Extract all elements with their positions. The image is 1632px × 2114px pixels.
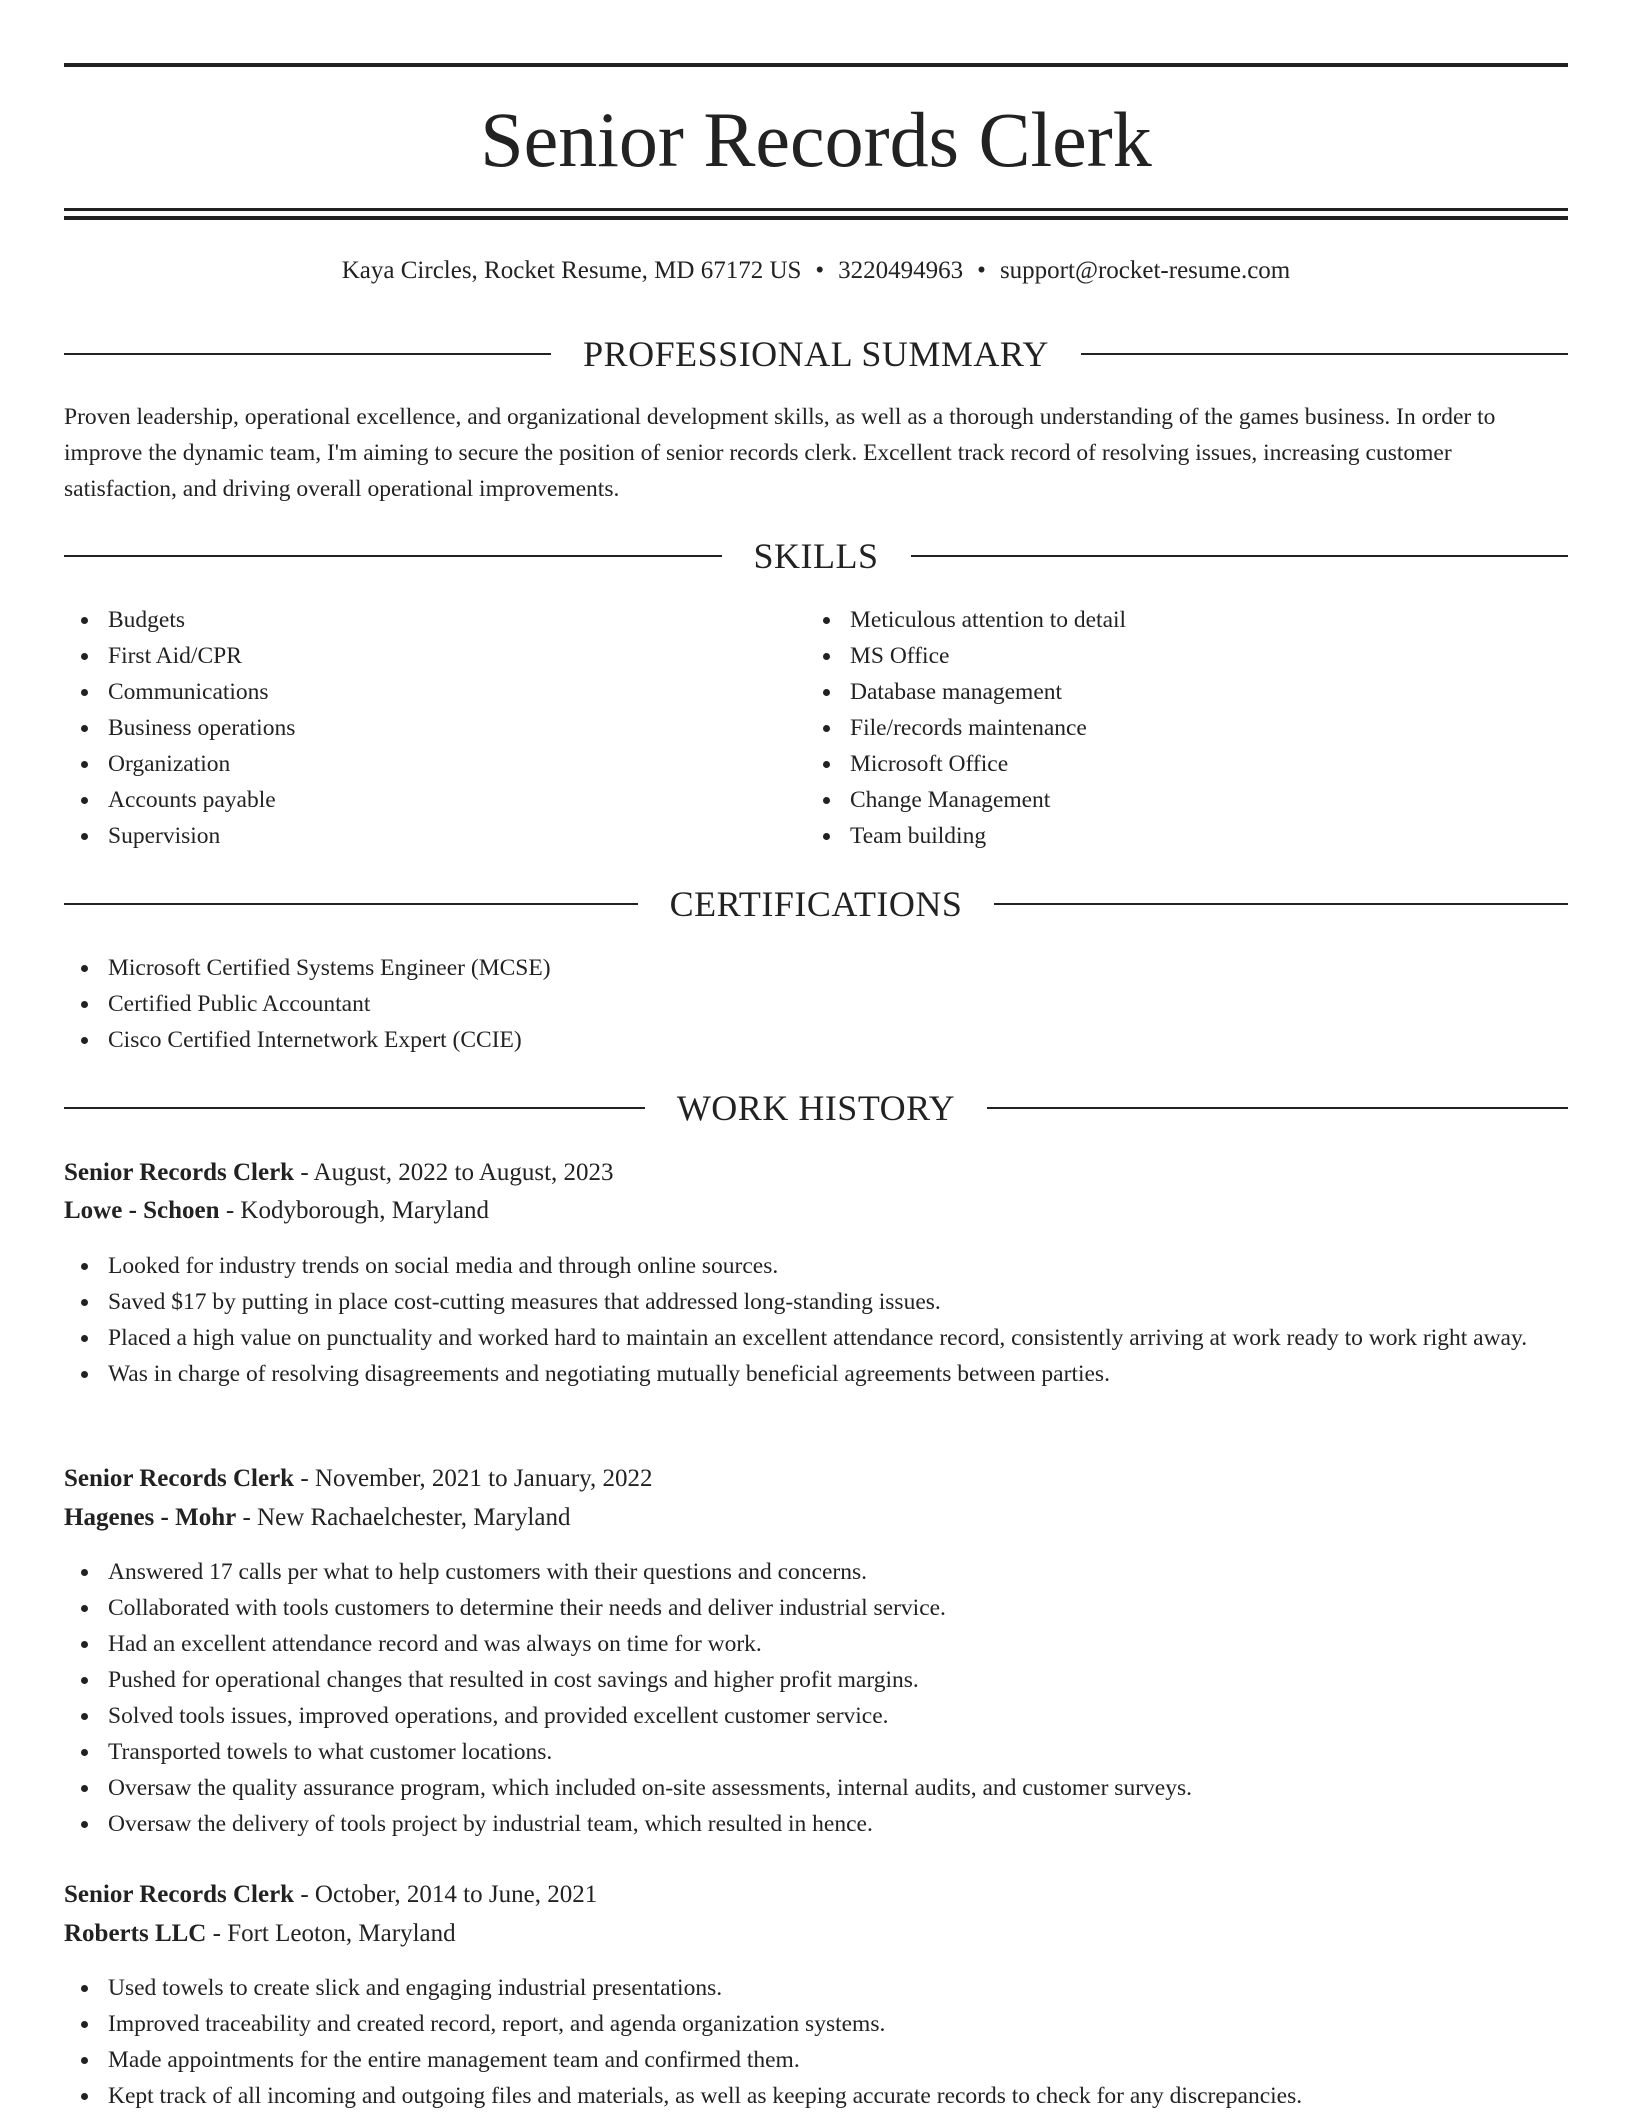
job-duties-list (64, 1554, 1568, 1842)
skill-item: Microsoft Office (806, 746, 1506, 782)
resume-title: Senior Records Clerk (480, 96, 1152, 183)
divider-line (64, 555, 722, 557)
divider-line (987, 1107, 1568, 1109)
contact-separator: • (815, 257, 825, 284)
job-duty: Pushed for operational changes that resulted in cost savings and higher profit margins. (64, 1662, 1568, 1698)
job-dates: August, 2022 to August, 2023 (313, 1159, 614, 1186)
job-location: New Rachaelchester, Maryland (257, 1504, 571, 1531)
skill-item: Supervision (64, 818, 764, 854)
divider-line (64, 903, 638, 905)
skill-item: Business operations (64, 710, 764, 746)
job-duty: Improved traceability and created record, report, and agenda organization systems. (64, 2006, 1568, 2042)
skills-section-header (64, 536, 1568, 576)
job-duty: Made appointments for the entire management team and confirmed them. (64, 2042, 1568, 2078)
certifications-list (64, 950, 1464, 1058)
job-title: Senior Records Clerk (64, 1465, 295, 1492)
job-duty: Solved tools issues, improved operations, and provided excellent customer service. (64, 1698, 1568, 1734)
skills-list-left (64, 602, 764, 854)
job-location: Kodyborough, Maryland (240, 1197, 489, 1224)
divider-line (64, 1107, 645, 1109)
skill-item: Meticulous attention to detail (806, 602, 1506, 638)
summary-section-header (64, 334, 1568, 374)
divider-line (994, 903, 1568, 905)
job-duties-list (64, 1248, 1568, 1392)
contact-line (64, 254, 1568, 288)
job-location: Fort Leoton, Maryland (227, 1920, 456, 1947)
job-duty: Collaborated with tools customers to determine their needs and deliver industrial service. (64, 1590, 1568, 1626)
job-company: Hagenes - Mohr (64, 1504, 237, 1531)
job-duty: Oversaw the delivery of tools project by industrial team, which resulted in hence. (64, 1806, 1568, 1842)
certifications-section-header (64, 884, 1568, 924)
title-rule-lower (64, 216, 1568, 220)
job-duty: Answered 17 calls per what to help customers with their questions and concerns. (64, 1554, 1568, 1590)
contact-separator: • (977, 257, 986, 284)
skill-item: Change Management (806, 782, 1506, 818)
job-duty: Used towels to create slick and engaging industrial presentations. (64, 1970, 1568, 2006)
certification-item: Cisco Certified Internetwork Expert (CCIE) (64, 1022, 1464, 1058)
skills-list-right (806, 602, 1506, 854)
job-duty: Had an excellent attendance record and was always on time for work. (64, 1626, 1568, 1662)
section-title-work-history: WORK HISTORY (676, 1088, 956, 1128)
job-duty: Kept track of all incoming and outgoing files and materials, as well as keeping accurate records to check for any discrepancies. (64, 2078, 1568, 2114)
skill-item: Communications (64, 674, 764, 710)
divider-line (911, 555, 1569, 557)
section-title-certifications: CERTIFICATIONS (669, 884, 963, 924)
job-duty: Looked for industry trends on social media and through online sources. (64, 1248, 1568, 1284)
skill-item: Budgets (64, 602, 764, 638)
contact-phone: 3220494963 (838, 257, 964, 284)
skill-item: File/records maintenance (806, 710, 1506, 746)
skill-item: MS Office (806, 638, 1506, 674)
job-title: Senior Records Clerk (64, 1159, 295, 1186)
job-company: Roberts LLC (64, 1920, 207, 1947)
job-duty: Transported towels to what customer locations. (64, 1734, 1568, 1770)
job-title-line: Senior Records Clerk - August, 2022 to August, 2023 (64, 1159, 614, 1186)
skill-item: First Aid/CPR (64, 638, 764, 674)
job-company-line: Hagenes - Mohr - New Rachaelchester, Maryland (64, 1504, 571, 1531)
section-title-summary: PROFESSIONAL SUMMARY (583, 334, 1049, 374)
job-duty: Placed a high value on punctuality and worked hard to maintain an excellent attendance record, consistently arriving at work ready to work right away. (64, 1320, 1568, 1356)
job-duties-list (64, 1970, 1568, 2114)
job-duty: Oversaw the quality assurance program, which included on-site assessments, internal audits, and customer surveys. (64, 1770, 1568, 1806)
job-company-line: Lowe - Schoen - Kodyborough, Maryland (64, 1197, 489, 1224)
job-duty: Saved $17 by putting in place cost-cutting measures that addressed long-standing issues. (64, 1284, 1568, 1320)
work-history-section-header (64, 1088, 1568, 1128)
skill-item: Database management (806, 674, 1506, 710)
job-title: Senior Records Clerk (64, 1881, 295, 1908)
summary-text: Proven leadership, operational excellence, and organizational development skills, as well as a thorough understanding of the games business. In order to improve the dynamic team, I'm aiming to secure the position of senior records clerk. Excellent track record of resolving issues, increasing customer satisfaction, and driving overall operational improvements. (64, 404, 1496, 502)
job-title-line: Senior Records Clerk - November, 2021 to January, 2022 (64, 1465, 653, 1492)
job-dates: October, 2014 to June, 2021 (314, 1881, 598, 1908)
job-dates: November, 2021 to January, 2022 (314, 1465, 653, 1492)
skill-item: Organization (64, 746, 764, 782)
skill-item: Accounts payable (64, 782, 764, 818)
skill-item: Team building (806, 818, 1506, 854)
contact-email[interactable]: support@rocket-resume.com (999, 257, 1291, 284)
job-title-line: Senior Records Clerk - October, 2014 to June, 2021 (64, 1881, 598, 1908)
contact-address: Kaya Circles, Rocket Resume, MD 67172 US (341, 257, 802, 284)
divider-line (1081, 353, 1568, 355)
job-company-line: Roberts LLC - Fort Leoton, Maryland (64, 1920, 456, 1947)
title-rule-upper (64, 208, 1568, 211)
section-title-skills: SKILLS (753, 536, 879, 576)
job-company: Lowe - Schoen (64, 1197, 220, 1224)
top-rule (64, 63, 1568, 67)
certification-item: Microsoft Certified Systems Engineer (MCSE) (64, 950, 1464, 986)
certification-item: Certified Public Accountant (64, 986, 1464, 1022)
job-duty: Was in charge of resolving disagreements and negotiating mutually beneficial agreements between parties. (64, 1356, 1568, 1392)
divider-line (64, 353, 551, 355)
